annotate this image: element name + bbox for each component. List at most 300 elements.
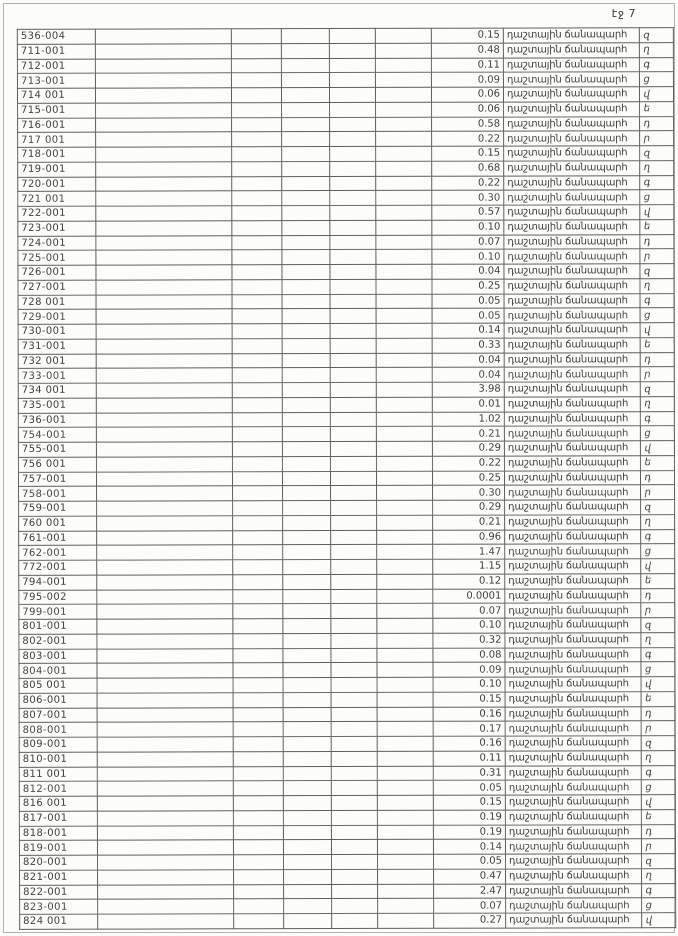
area-value-cell: 0.05 <box>432 308 504 323</box>
empty-cell <box>376 132 432 147</box>
empty-cell <box>96 353 232 368</box>
empty-cell <box>376 323 432 338</box>
empty-cell <box>282 250 330 265</box>
empty-cell <box>331 751 377 766</box>
empty-cell <box>282 235 330 250</box>
empty-cell <box>378 869 434 884</box>
empty-cell <box>232 206 282 221</box>
area-value-cell: 0.08 <box>433 648 505 663</box>
empty-cell <box>283 633 331 648</box>
empty-cell <box>282 397 330 412</box>
empty-cell <box>233 810 283 825</box>
empty-cell <box>95 29 231 44</box>
empty-cell <box>283 589 331 604</box>
table-row <box>19 765 675 781</box>
land-use-cell: դաշտային ճանապարհ <box>505 514 641 529</box>
parcel-code-cell: 812-001 <box>19 781 97 796</box>
empty-cell <box>331 604 377 619</box>
empty-cell <box>283 781 331 796</box>
empty-cell <box>376 161 432 176</box>
empty-cell <box>330 161 376 176</box>
table-row <box>17 28 673 44</box>
area-value-cell: 0.07 <box>434 898 506 913</box>
empty-cell <box>331 574 377 589</box>
land-use-cell: դաշտային ճանապարհ <box>505 765 641 780</box>
parcel-code-cell: 816 001 <box>19 796 97 811</box>
parcel-code-cell: 754-001 <box>18 427 96 442</box>
edge-mark: ց <box>638 72 675 87</box>
table-row <box>19 736 675 752</box>
empty-cell <box>96 457 232 472</box>
area-value-cell: 0.15 <box>433 692 505 707</box>
edge-mark: ց <box>640 780 677 795</box>
land-use-cell: դաշտային ճանապարհ <box>504 234 640 249</box>
empty-cell <box>331 515 377 530</box>
edge-mark: զ <box>640 618 677 633</box>
table-row <box>19 706 675 722</box>
table-row <box>17 57 673 73</box>
empty-cell <box>331 589 377 604</box>
parcel-code-cell: 713-001 <box>17 73 95 88</box>
parcel-code-cell: 725-001 <box>18 250 96 265</box>
land-use-cell: դաշտային ճանապարհ <box>505 854 641 869</box>
empty-cell <box>232 176 282 191</box>
empty-cell <box>232 309 282 324</box>
empty-cell <box>283 825 331 840</box>
edge-mark: դ <box>639 470 676 485</box>
empty-cell <box>96 147 232 162</box>
empty-cell <box>281 29 329 44</box>
empty-cell <box>329 73 375 88</box>
empty-cell <box>376 205 432 220</box>
area-value-cell: 0.33 <box>432 338 504 353</box>
empty-cell <box>97 619 233 634</box>
area-value-cell: 0.14 <box>432 323 504 338</box>
land-use-cell: դաշտային ճանապարհ <box>504 470 640 485</box>
table-row <box>18 160 674 176</box>
edge-mark: զ <box>638 28 675 43</box>
edge-mark: ե <box>639 573 676 588</box>
edge-mark: ր <box>640 603 677 618</box>
land-use-cell: դաշտային ճանապարհ <box>504 352 640 367</box>
area-value-cell: 0.25 <box>432 279 504 294</box>
edge-mark: դ <box>640 706 677 721</box>
empty-cell <box>283 678 331 693</box>
empty-cell <box>97 825 233 840</box>
empty-cell <box>283 751 331 766</box>
parcel-code-cell: 772-001 <box>19 560 97 575</box>
edge-mark: դ <box>640 588 677 603</box>
empty-cell <box>376 353 432 368</box>
empty-cell <box>283 545 331 560</box>
empty-cell <box>231 88 281 103</box>
empty-cell <box>96 280 232 295</box>
empty-cell <box>97 707 233 722</box>
empty-cell <box>232 442 282 457</box>
empty-cell <box>377 736 433 751</box>
empty-cell <box>233 501 283 516</box>
table-row <box>18 455 674 471</box>
area-value-cell: 0.16 <box>433 736 505 751</box>
empty-cell <box>377 618 433 633</box>
land-use-cell: դաշտային ճանապարհ <box>504 308 640 323</box>
empty-cell <box>282 294 330 309</box>
table-row <box>18 396 674 412</box>
table-row <box>18 249 674 265</box>
table-row <box>18 264 674 280</box>
land-use-cell: դաշտային ճանապարհ <box>504 278 640 293</box>
table-row <box>18 337 674 353</box>
edge-mark: վ <box>638 87 675 102</box>
empty-cell <box>377 692 433 707</box>
table-row <box>18 234 674 250</box>
area-value-cell: 0.11 <box>431 58 503 73</box>
empty-cell <box>283 574 331 589</box>
land-use-cell: դաշտային ճանապարհ <box>504 146 640 161</box>
empty-cell <box>232 235 282 250</box>
land-use-cell: դաշտային ճանապարհ <box>505 485 641 500</box>
empty-cell <box>232 250 282 265</box>
table-row <box>17 87 673 103</box>
empty-cell <box>282 206 330 221</box>
empty-cell <box>282 132 330 147</box>
edge-mark: վ <box>639 323 676 338</box>
empty-cell <box>283 501 331 516</box>
empty-cell <box>331 618 377 633</box>
empty-cell <box>376 117 432 132</box>
edge-mark: ր <box>640 839 677 854</box>
empty-cell <box>329 28 375 43</box>
table-row <box>18 382 674 398</box>
parcel-code-cell: 758-001 <box>19 486 97 501</box>
empty-cell <box>331 530 377 545</box>
parcel-code-cell: 736-001 <box>18 413 96 428</box>
empty-cell <box>284 884 332 899</box>
empty-cell <box>233 486 283 501</box>
land-use-cell: դաշտային ճանապարհ <box>505 573 641 588</box>
empty-cell <box>330 368 376 383</box>
empty-cell <box>233 751 283 766</box>
edge-mark: ր <box>638 131 675 146</box>
area-value-cell: 0.25 <box>432 471 504 486</box>
edge-mark: վ <box>639 441 676 456</box>
area-value-cell: 0.04 <box>432 353 504 368</box>
area-value-cell: 0.06 <box>431 87 503 102</box>
table-row <box>18 367 674 383</box>
area-value-cell: 0.10 <box>432 220 504 235</box>
empty-cell <box>97 722 233 737</box>
area-value-cell: 0.21 <box>432 426 504 441</box>
empty-cell <box>97 516 233 531</box>
edge-mark: ղ <box>638 42 675 57</box>
parcel-code-cell: 723-001 <box>18 221 96 236</box>
edge-mark: դ <box>640 824 677 839</box>
table-row <box>19 559 675 575</box>
parcel-code-cell: 794-001 <box>19 575 97 590</box>
empty-cell <box>96 162 232 177</box>
empty-cell <box>375 28 431 43</box>
empty-cell <box>96 383 232 398</box>
empty-cell <box>96 412 232 427</box>
empty-cell <box>234 914 284 929</box>
area-value-cell: 0.09 <box>433 662 505 677</box>
edge-mark: վ <box>639 205 676 220</box>
area-value-cell: 2.47 <box>434 884 506 899</box>
empty-cell <box>96 309 232 324</box>
edge-mark: վ <box>640 677 677 692</box>
empty-cell <box>330 338 376 353</box>
area-value-cell: 0.68 <box>432 161 504 176</box>
area-value-cell: 0.11 <box>433 751 505 766</box>
edge-mark: ղ <box>639 514 676 529</box>
empty-cell <box>282 456 330 471</box>
parcel-code-cell: 734 001 <box>18 383 96 398</box>
empty-cell <box>331 559 377 574</box>
land-use-cell: դաշտային ճանապարհ <box>505 603 641 618</box>
empty-cell <box>97 840 233 855</box>
empty-cell <box>376 382 432 397</box>
table-row <box>18 116 674 132</box>
area-value-cell: 0.05 <box>432 294 504 309</box>
table-row <box>19 632 675 648</box>
empty-cell <box>376 412 432 427</box>
area-value-cell: 0.05 <box>433 780 505 795</box>
land-use-cell: դաշտային ճանապարհ <box>504 293 640 308</box>
empty-cell <box>330 235 376 250</box>
edge-mark: գ <box>638 57 675 72</box>
table-row <box>19 573 675 589</box>
empty-cell <box>376 264 432 279</box>
edge-mark: գ <box>640 765 677 780</box>
area-value-cell: 0.57 <box>432 205 504 220</box>
land-use-cell: դաշտային ճանապարհ <box>504 396 640 411</box>
empty-cell <box>378 899 434 914</box>
table-row <box>18 411 674 427</box>
table-row <box>19 485 675 501</box>
parcel-code-cell: 755-001 <box>18 442 96 457</box>
empty-cell <box>377 751 433 766</box>
empty-cell <box>98 884 234 899</box>
empty-cell <box>376 368 432 383</box>
empty-cell <box>330 427 376 442</box>
empty-cell <box>97 589 233 604</box>
empty-cell <box>376 338 432 353</box>
empty-cell <box>233 737 283 752</box>
table-row <box>18 278 674 294</box>
empty-cell <box>97 501 233 516</box>
empty-cell <box>282 368 330 383</box>
table-row <box>19 824 675 840</box>
empty-cell <box>282 412 330 427</box>
area-value-cell: 0.17 <box>433 721 505 736</box>
table-row <box>18 470 674 486</box>
land-use-cell: դաշտային ճանապարհ <box>504 131 640 146</box>
parcel-code-cell: 821-001 <box>20 870 98 885</box>
empty-cell <box>330 146 376 161</box>
parcel-code-cell: 803-001 <box>19 649 97 664</box>
edge-mark: ղ <box>640 750 677 765</box>
empty-cell <box>233 766 283 781</box>
empty-cell <box>282 324 330 339</box>
land-use-cell: դաշտային ճանապարհ <box>506 883 642 898</box>
empty-cell <box>377 515 433 530</box>
empty-cell <box>377 854 433 869</box>
parcel-code-cell: 820-001 <box>19 855 97 870</box>
land-use-cell: դաշտային ճանապարհ <box>506 913 642 928</box>
area-value-cell: 0.10 <box>433 677 505 692</box>
area-value-cell: 0.29 <box>432 441 504 456</box>
parcel-code-cell: 805 001 <box>19 678 97 693</box>
parcel-code-cell: 801-001 <box>19 619 97 634</box>
area-value-cell: 0.05 <box>433 854 505 869</box>
empty-cell <box>231 43 281 58</box>
empty-cell <box>331 663 377 678</box>
edge-mark: զ <box>638 146 675 161</box>
empty-cell <box>96 339 232 354</box>
empty-cell <box>96 206 232 221</box>
empty-cell <box>281 88 329 103</box>
empty-cell <box>331 692 377 707</box>
table-row <box>19 662 675 678</box>
empty-cell <box>96 427 232 442</box>
empty-cell <box>330 264 376 279</box>
parcel-code-cell: 756 001 <box>18 457 96 472</box>
empty-cell <box>377 810 433 825</box>
empty-cell <box>283 486 331 501</box>
empty-cell <box>376 397 432 412</box>
table-row <box>19 514 675 530</box>
area-value-cell: 0.15 <box>432 146 504 161</box>
empty-cell <box>97 766 233 781</box>
empty-cell <box>330 117 376 132</box>
empty-cell <box>98 899 234 914</box>
empty-cell <box>97 693 233 708</box>
empty-cell <box>232 368 282 383</box>
land-use-cell: դաշտային ճանապարհ <box>505 824 641 839</box>
empty-cell <box>283 766 331 781</box>
land-use-cell: դաշտային ճանապարհ <box>505 750 641 765</box>
parcel-code-cell: 724-001 <box>18 236 96 251</box>
empty-cell <box>282 147 330 162</box>
empty-cell <box>233 825 283 840</box>
empty-cell <box>375 43 431 58</box>
table-row <box>19 500 675 516</box>
parcel-code-cell: 717 001 <box>18 132 96 147</box>
empty-cell <box>97 737 233 752</box>
area-value-cell: 1.02 <box>432 412 504 427</box>
empty-cell <box>331 736 377 751</box>
parcel-code-cell: 711-001 <box>17 44 95 59</box>
empty-cell <box>282 427 330 442</box>
edge-mark: դ <box>638 116 675 131</box>
land-use-cell: դաշտային ճանապարհ <box>504 160 640 175</box>
empty-cell <box>282 471 330 486</box>
empty-cell <box>233 678 283 693</box>
land-use-cell: դաշտային ճանապարհ <box>505 780 641 795</box>
empty-cell <box>283 515 331 530</box>
empty-cell <box>283 855 331 870</box>
edge-mark: ե <box>640 809 677 824</box>
empty-cell <box>377 722 433 737</box>
table-row <box>18 441 674 457</box>
area-value-cell: 0.19 <box>433 810 505 825</box>
empty-cell <box>376 250 432 265</box>
empty-cell <box>377 574 433 589</box>
empty-cell <box>232 338 282 353</box>
area-value-cell: 0.10 <box>433 618 505 633</box>
area-value-cell: 0.58 <box>432 117 504 132</box>
empty-cell <box>376 176 432 191</box>
empty-cell <box>376 471 432 486</box>
empty-cell <box>330 176 376 191</box>
edge-mark: ղ <box>640 868 677 883</box>
page-number: էջ 7 <box>611 7 636 20</box>
empty-cell <box>233 633 283 648</box>
empty-cell <box>376 146 432 161</box>
parcel-code-cell: 811 001 <box>19 767 97 782</box>
area-value-cell: 0.01 <box>432 397 504 412</box>
empty-cell <box>95 88 231 103</box>
empty-cell <box>330 102 376 117</box>
area-value-cell: 0.07 <box>433 603 505 618</box>
area-value-cell: 0.30 <box>433 485 505 500</box>
land-use-cell: դաշտային ճանապարհ <box>505 721 641 736</box>
empty-cell <box>282 176 330 191</box>
empty-cell <box>96 250 232 265</box>
edge-mark: գ <box>639 293 676 308</box>
edge-mark: գ <box>640 883 677 898</box>
edge-mark: գ <box>639 529 676 544</box>
empty-cell <box>331 677 377 692</box>
empty-cell <box>234 869 284 884</box>
empty-cell <box>282 353 330 368</box>
area-value-cell: 0.0001 <box>433 589 505 604</box>
parcel-code-cell: 802-001 <box>19 634 97 649</box>
parcel-code-cell: 761-001 <box>19 531 97 546</box>
parcel-code-cell: 712-001 <box>17 59 95 74</box>
area-value-cell: 0.96 <box>433 530 505 545</box>
area-value-cell: 0.04 <box>432 367 504 382</box>
empty-cell <box>232 294 282 309</box>
parcel-code-cell: 729-001 <box>18 309 96 324</box>
edge-mark: ր <box>639 367 676 382</box>
empty-cell <box>331 486 377 501</box>
empty-cell <box>376 220 432 235</box>
empty-cell <box>96 368 232 383</box>
empty-cell <box>96 221 232 236</box>
table-row <box>19 809 675 825</box>
parcel-code-cell: 718-001 <box>18 147 96 162</box>
empty-cell <box>233 707 283 722</box>
table-row <box>17 72 673 88</box>
empty-cell <box>377 781 433 796</box>
land-use-cell: դաշտային ճանապարհ <box>505 691 641 706</box>
edge-mark: ե <box>639 219 676 234</box>
parcel-code-cell: 818-001 <box>19 826 97 841</box>
land-use-cell: դաշտային ճանապարհ <box>503 42 639 57</box>
land-use-cell: դաշտային ճանապարհ <box>505 677 641 692</box>
land-use-cell: դաշտային ճանապարհ <box>504 116 640 131</box>
edge-mark: ղ <box>639 278 676 293</box>
empty-cell <box>97 486 233 501</box>
empty-cell <box>283 560 331 575</box>
empty-cell <box>330 412 376 427</box>
table-row <box>19 618 675 634</box>
land-use-cell: դաշտային ճանապարհ <box>504 441 640 456</box>
empty-cell <box>330 353 376 368</box>
empty-cell <box>377 589 433 604</box>
parcel-code-cell: 799-001 <box>19 604 97 619</box>
